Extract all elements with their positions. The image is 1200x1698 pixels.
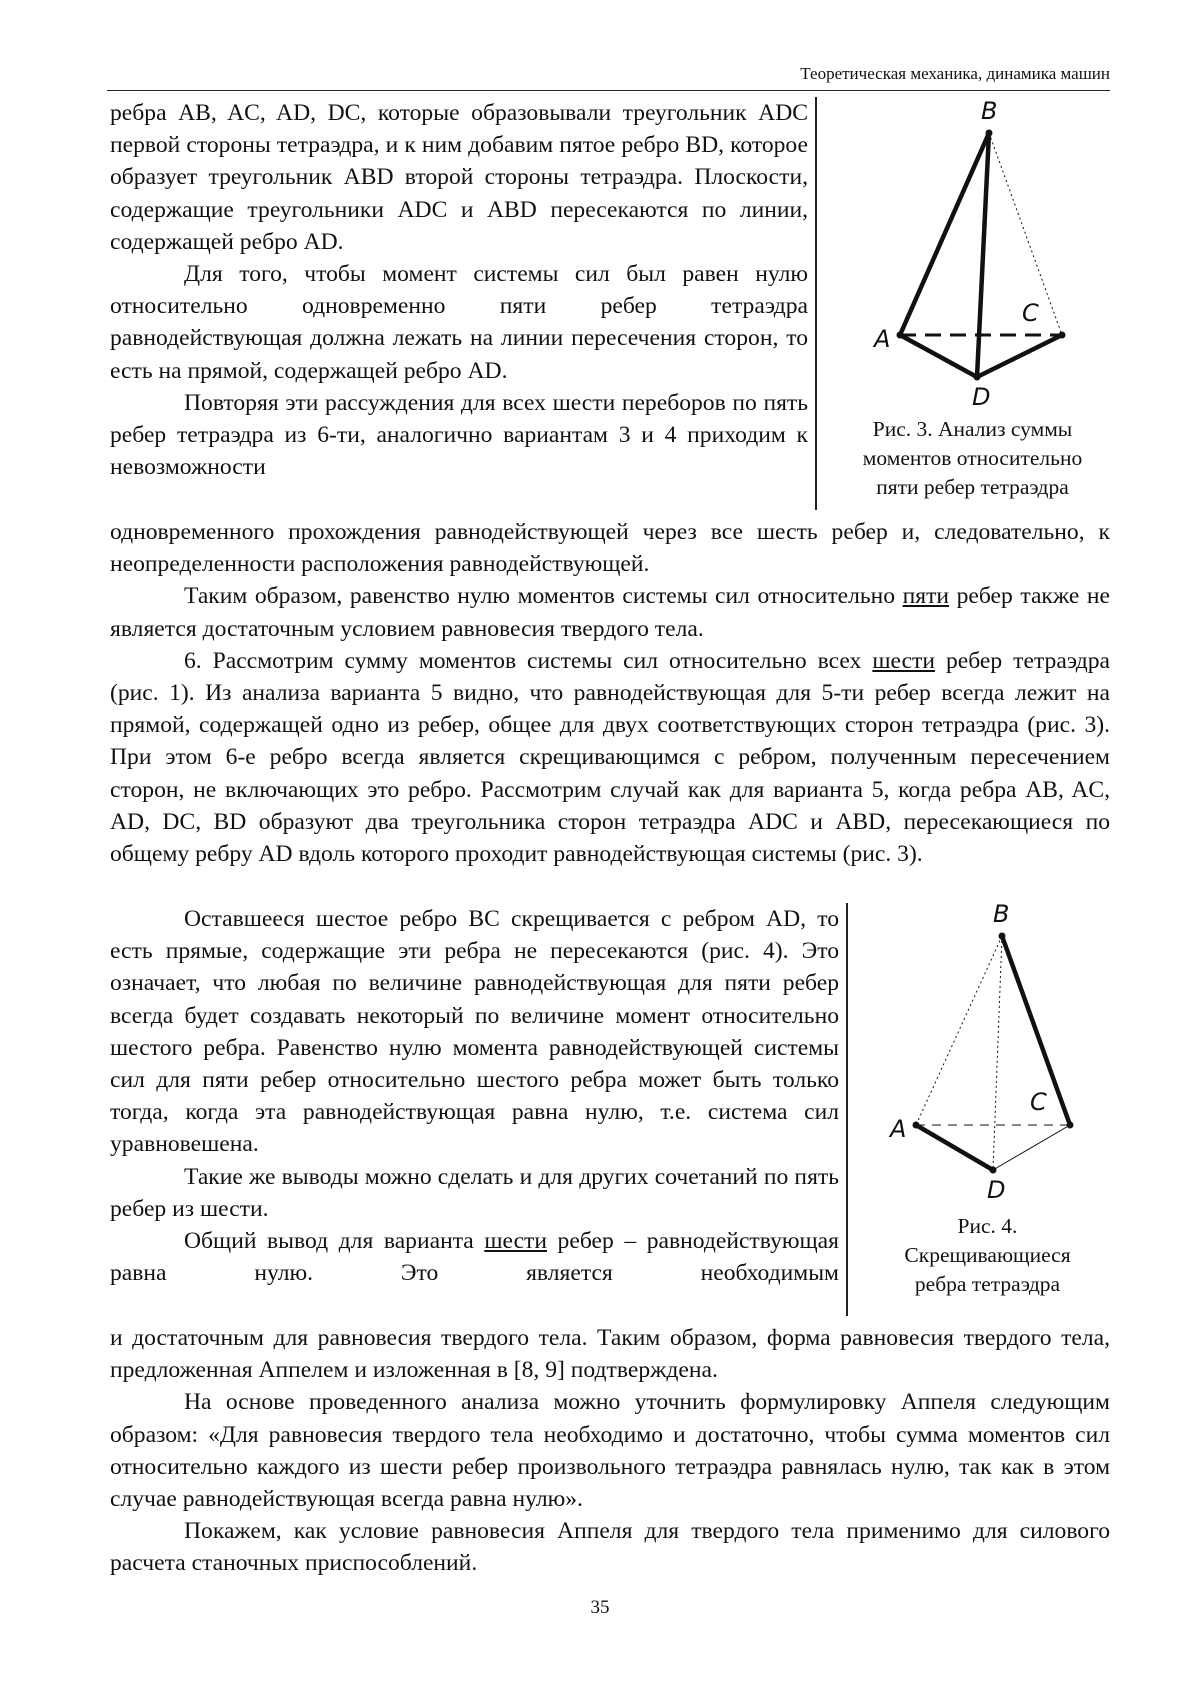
vertex-label-d: D [987,1176,1006,1204]
paragraph: 6. Рассмотрим сумму моментов системы сил относительно всех шести ребер тетраэдра (рис. 1). Из анализа варианта 5 видно, что равнодействующая для 5-ти ребер всегда лежит на прямой, содержащей одно из ребер, общее для двух соответствующих сторон тетраэдра (рис. 3). При этом 6-е ребро всегда является скрещивающимся с ребром, полученным пересечением сторон, не включающих это ребро. Рассмотрим случай как для варианта 5, когда ребра AB, AC, AD, DC, BD образуют два треугольника сторон тетраэдра ADC и ABD, пересекающиеся по общему ребру AD вдоль которого проходит равнодействующая системы (рис. 3). [110,647,1110,868]
paragraph: На основе проведенного анализа можно уточнить формулировку Аппеля следующим образом: «Для равновесия твердого тела необходимо и достаточно, чтобы сумма моментов сил относительно каждого из шести ребер произвольного тетраэдра равнялась нулю, так как в этом случае равнодействующая всегда равна нулю». [110,1389,1110,1513]
tetrahedron-diagram [860,95,1100,415]
paragraph: Оставшееся шестое ребро BC скрещивается с ребром AD, то есть прямые, содержащие эти ребра не пересекаются (рис. 4). Это означает, что любая по величине равнодействующая для пяти ребер всегда будет создавать некоторый по величине момент относительно шестого ребра. Равенство нулю момента равнодействующей системы сил для пяти ребер относительно шестого ребра может быть только тогда, когда эта равнодействующая равна нулю, т.е. система сил уравновешена. [110,906,839,1158]
edge-ad [916,1125,993,1170]
vertex-label-a: A [874,325,891,353]
paragraph: ребра AB, AC, AD, DC, которые образовывали треугольник ADC первой стороны тетраэдра, и к ним добавим пятое ребро BD, которое образует треугольник ABD второй стороны тетраэдра. Плоскости, содержащие треугольники ADC и ABD пересекаются по линии, содержащей ребро AD. [110,100,808,255]
figure-3-caption: Рис. 3. Анализ суммы моментов относительно пяти ребер тетраэдра [862,417,1083,499]
paragraph: Для того, чтобы момент системы сил был равен нулю относительно одновременно пяти ребер тетраэдра равнодействующая должна лежать на линии пересечения сторон, то есть на прямой, содержащей ребро AD. [110,261,808,384]
edge-ad [900,335,977,377]
paragraph: Повторяя эти рассуждения для всех шести переборов по пять ребер тетраэдра из 6-ти, аналогично вариантам 3 и 4 приходим к невозможности [110,389,808,481]
vertex-label-a: A [890,1115,907,1143]
running-header: Теоретическая механика, динамика машин [107,64,1110,91]
edge-dc [977,335,1062,377]
emphasis: шести [484,1228,547,1255]
figure-divider [846,903,848,1316]
edge-bd [993,936,1002,1170]
edge-ab [916,936,1002,1125]
paragraph: и достаточным для равновесия твердого тела. Таким образом, форма равновесия твердого тела, предложенная Аппелем и изложенная в [8, 9] подтверждена. [110,1325,1110,1384]
figure-divider [815,97,817,510]
page-number: 35 [590,1597,610,1618]
paragraph: одновременного прохождения равнодействующей через все шесть ребер и, следовательно, к неопределенности расположения равнодействующей. [110,519,1110,578]
vertex-label-c: C [1022,299,1039,327]
edge-bd [977,133,989,377]
paragraph: Такие же выводы можно сделать и для других сочетаний по пять ребер из шести. [110,1163,839,1222]
edge-dc [993,1125,1070,1170]
figure-4-caption: Рис. 4. Скрещивающиеся ребра тетраэдра [904,1214,1071,1296]
vertex-label-b: B [981,97,998,125]
paragraph: Общий вывод для варианта шести ребер – равнодействующая равна нулю. Это является необходимым [110,1228,839,1287]
paragraph: Таким образом, равенство нулю моментов системы сил относительно пяти ребер также не является достаточным условием равновесия твердого тела. [110,583,1110,642]
emphasis: пяти [902,583,950,610]
vertex-label-b: B [993,900,1010,928]
vertex-label-d: D [972,383,991,411]
tetrahedron-diagram [880,900,1110,1210]
text-block-3 [110,903,839,1289]
vertex-label-c: C [1030,1088,1047,1116]
emphasis: шести [872,647,935,674]
edge-ab [900,133,989,335]
text-block-2 [110,516,1110,870]
text-block-4 [110,1322,1110,1580]
paragraph: Покажем, как условие равновесия Аппеля для твердого тела применимо для силового расчета станочных приспособлений. [110,1518,1110,1577]
text-block-1 [110,97,808,483]
